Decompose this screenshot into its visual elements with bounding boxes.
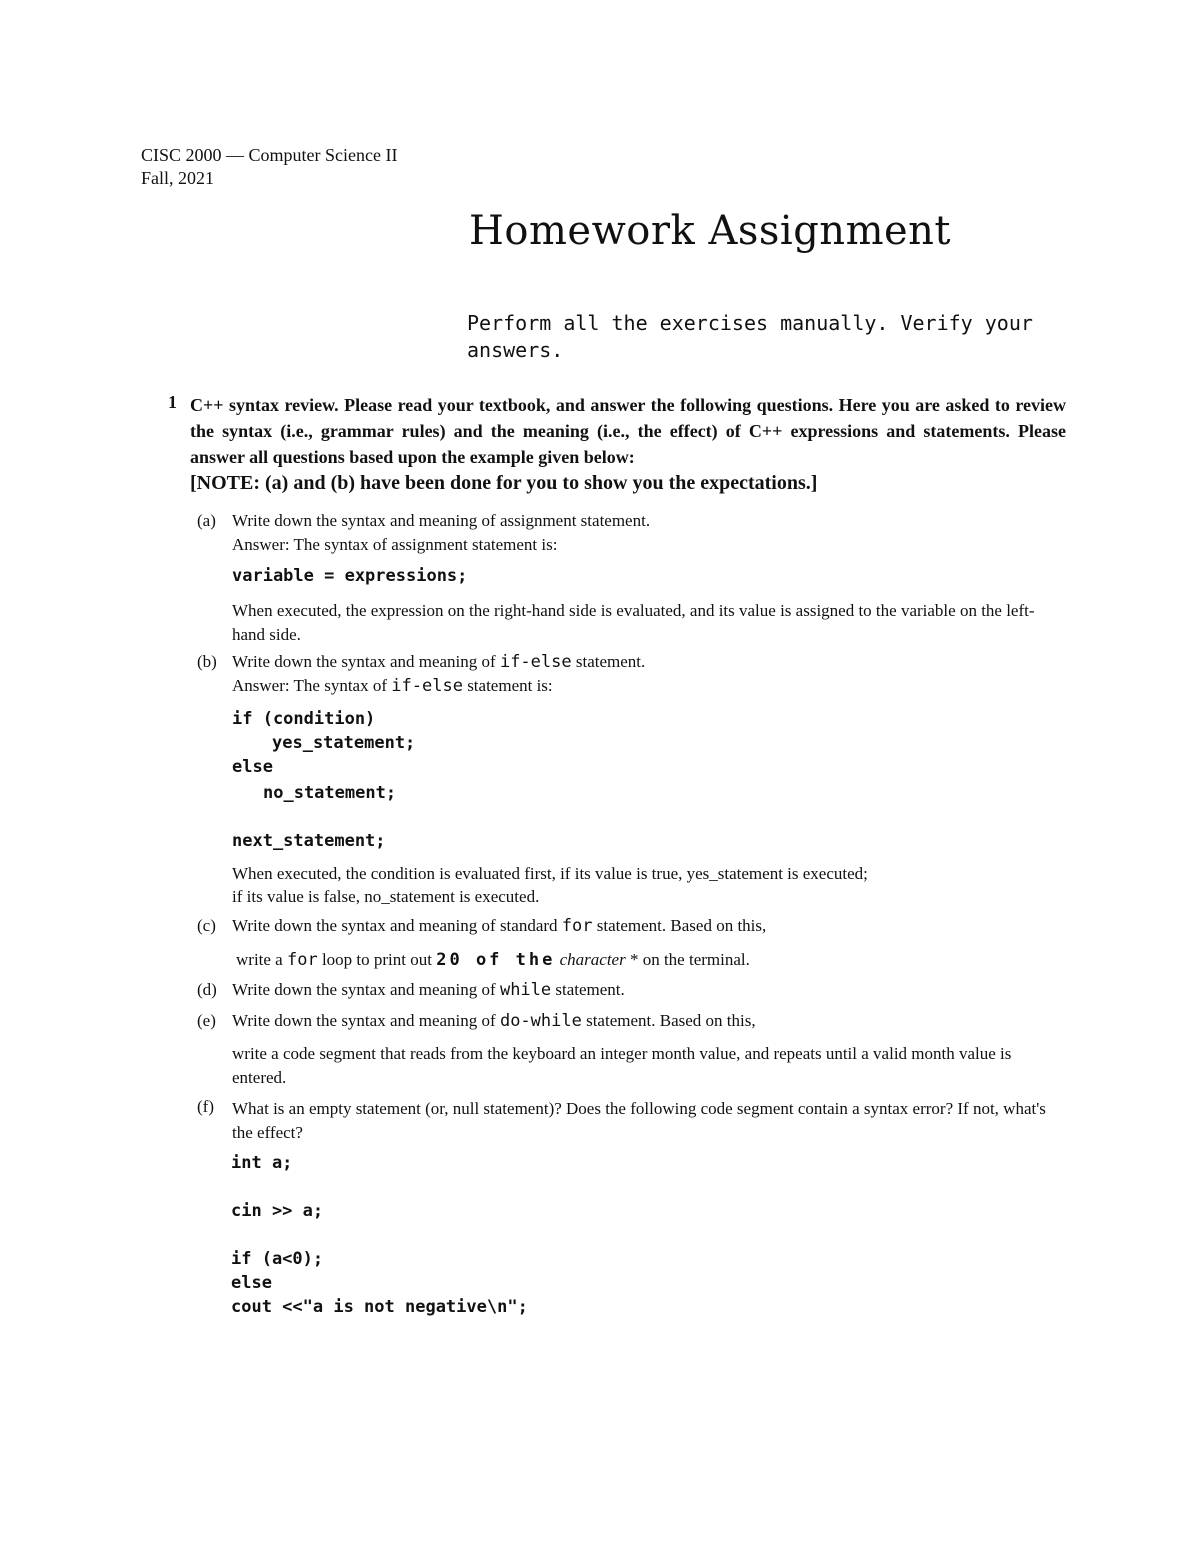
part-c-detail <box>236 950 750 970</box>
part-f-label: (f) <box>197 1097 214 1116</box>
part-c-detail-bold: 20 of the <box>436 950 556 970</box>
part-b-explanation-line1: When executed, the condition is evaluated first, if its value is true, yes_statement is executed; <box>232 864 868 883</box>
part-b-answer-pre: Answer: The syntax of <box>232 676 388 695</box>
course-header: CISC 2000 — Computer Science II <box>141 145 398 165</box>
part-c-prompt-keyword: for <box>561 916 593 936</box>
part-d-prompt-post: statement. <box>555 980 625 999</box>
part-c-prompt-pre: Write down the syntax and meaning of standard <box>232 916 558 935</box>
part-e-prompt-post: statement. Based on this, <box>586 1011 756 1030</box>
part-f-code-line: cout <<"a is not negative\n"; <box>231 1297 528 1317</box>
part-b-label: (b) <box>197 652 217 671</box>
part-e-label: (e) <box>197 1011 216 1030</box>
part-a-label: (a) <box>197 511 216 530</box>
part-b-code-line: if (condition) <box>232 709 376 729</box>
part-a-prompt: Write down the syntax and meaning of assignment statement. <box>232 511 651 530</box>
part-c-detail-pre: write a <box>236 950 283 969</box>
part-d-prompt <box>232 980 625 1000</box>
part-e-prompt-keyword: do-while <box>499 1011 582 1031</box>
part-b-code-line: no_statement; <box>263 783 397 803</box>
part-a-code: variable = expressions; <box>232 566 468 586</box>
part-a-explanation: When executed, the expression on the right-hand side is evaluated, and its value is assigned to the variable on the left-hand side. <box>232 601 1035 644</box>
instructions-text: Perform all the exercises manually. Verify your answers. <box>467 311 1033 362</box>
part-b-code-line: else <box>232 757 273 777</box>
part-b-code-line: next_statement; <box>232 831 386 851</box>
part-d-prompt-pre: Write down the syntax and meaning of <box>232 980 496 999</box>
question-intro-text: C++ syntax review. Please read your textbook, and answer the following questions. Here you are asked to review the syntax (i.e., grammar rules) and the meaning (i.e., the effect) of C++ expressions and statements. Please answer all questions based upon the example given below: <box>190 395 1066 467</box>
part-b-prompt <box>232 652 645 672</box>
part-b-prompt-post: statement. <box>575 652 646 671</box>
question-note: [NOTE: (a) and (b) have been done for you to show you the expectations.] <box>190 472 818 494</box>
part-c-prompt <box>232 916 766 936</box>
part-b-code-line: yes_statement; <box>272 733 416 753</box>
part-c-prompt-post: statement. Based on this, <box>596 916 767 935</box>
part-e-prompt-pre: Write down the syntax and meaning of <box>232 1011 496 1030</box>
part-f-prompt: What is an empty statement (or, null statement)? Does the following code segment contain a syntax error? If not, what's the effect? <box>232 1099 1046 1142</box>
part-f-code-line: int a; <box>231 1153 293 1173</box>
question-intro <box>190 392 1066 496</box>
part-b-explanation-line2: if its value is false, no_statement is executed. <box>232 887 540 906</box>
part-d-prompt-keyword: while <box>499 980 552 1000</box>
part-e-detail: write a code segment that reads from the keyboard an integer month value, and repeats until a valid month value is entered. <box>232 1044 1012 1087</box>
page-title: Homework Assignment <box>469 208 951 254</box>
part-c-detail-mid: loop to print out <box>321 950 432 969</box>
part-b-prompt-keyword: if-else <box>499 652 572 672</box>
part-f-code-line: else <box>231 1273 272 1293</box>
part-b-prompt-pre: Write down the syntax and meaning of <box>232 652 496 671</box>
part-f-code-line: cin >> a; <box>231 1201 324 1221</box>
part-c-detail-italic: character <box>559 950 626 969</box>
question-number: 1 <box>168 392 177 412</box>
part-e-prompt <box>232 1011 756 1031</box>
part-b-answer-post: statement is: <box>467 676 553 695</box>
term-header: Fall, 2021 <box>141 168 215 188</box>
part-b-answer-keyword: if-else <box>391 676 463 696</box>
part-b-answer-intro <box>232 676 553 696</box>
part-c-label: (c) <box>197 916 216 935</box>
part-f-code-line: if (a<0); <box>231 1249 324 1269</box>
part-c-detail-post: * on the terminal. <box>629 950 750 969</box>
part-c-detail-keyword: for <box>286 950 318 970</box>
part-d-label: (d) <box>197 980 217 999</box>
part-a-answer-intro: Answer: The syntax of assignment statement is: <box>232 535 558 554</box>
